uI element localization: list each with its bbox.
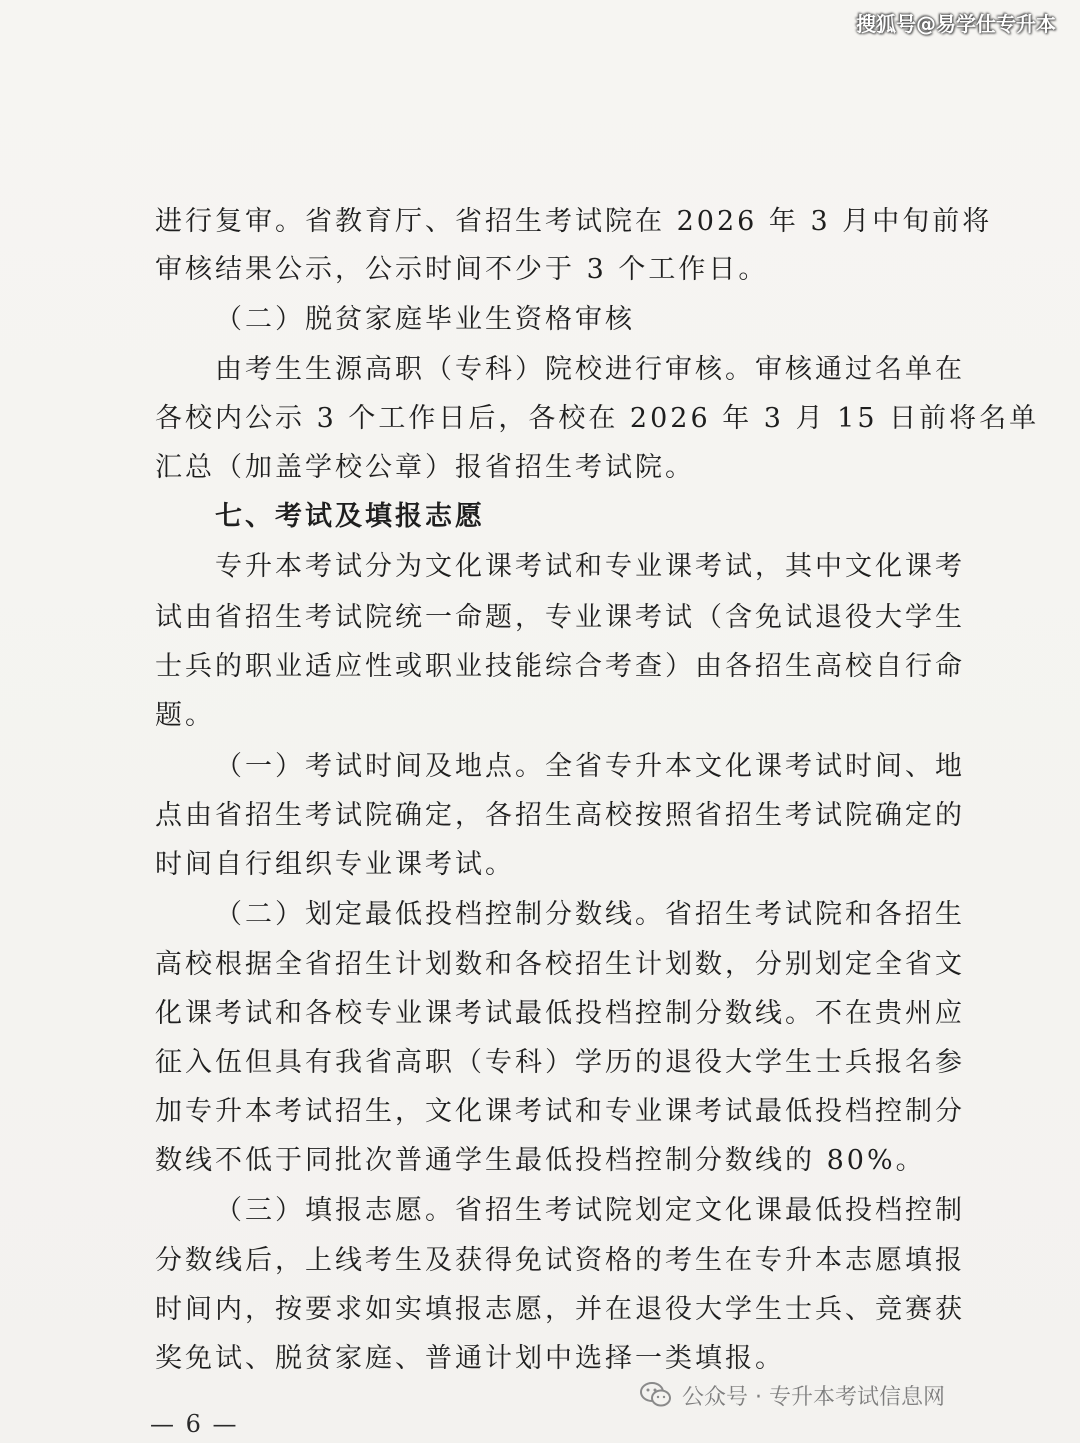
text-line: 征入伍但具有我省高职（专科）学历的退役大学生士兵报名参 [155, 1047, 965, 1078]
text-line: 时间内，按要求如实填报志愿，并在退役大学生士兵、竞赛获 [155, 1294, 965, 1325]
sohu-watermark: 搜狐号@易学仕专升本 [856, 12, 1056, 36]
text-line: 分数线后，上线考生及获得免试资格的考生在专升本志愿填报 [155, 1245, 965, 1276]
text-line: 化课考试和各校专业课考试最低投档控制分数线。不在贵州应 [155, 998, 965, 1029]
text-line: 进行复审。省教育厅、省招生考试院在 2026 年 3 月中旬前将 [155, 206, 993, 237]
page-number: — 6 — [150, 1410, 239, 1438]
text-line: 试由省招生考试院统一命题，专业课考试（含免试退役大学生 [155, 602, 965, 633]
text-line: 点由省招生考试院确定，各招生高校按照省招生考试院确定的 [155, 800, 965, 831]
text-line: 加专升本考试招生，文化课考试和专业课考试最低投档控制分 [155, 1096, 965, 1127]
text-line: 汇总（加盖学校公章）报省招生考试院。 [155, 452, 695, 483]
text-line: 时间自行组织专业课考试。 [155, 849, 515, 880]
text-line: 由考生生源高职（专科）院校进行审核。审核通过名单在 [215, 354, 965, 385]
text-line: （一）考试时间及地点。全省专升本文化课考试时间、地 [215, 751, 965, 782]
text-line: 审核结果公示，公示时间不少于 3 个工作日。 [155, 254, 769, 285]
text-line: 专升本考试分为文化课考试和专业课考试，其中文化课考 [215, 551, 965, 582]
text-line: 题。 [155, 700, 215, 731]
text-line: （三）填报志愿。省招生考试院划定文化课最低投档控制 [215, 1195, 965, 1226]
text-line: （二）划定最低投档控制分数线。省招生考试院和各招生 [215, 899, 965, 930]
text-line: 士兵的职业适应性或职业技能综合考查）由各招生高校自行命 [155, 651, 965, 682]
wechat-watermark-text: 公众号 · 专升本考试信息网 [682, 1384, 945, 1410]
section-heading: 七、考试及填报志愿 [215, 501, 485, 532]
wechat-icon [640, 1382, 672, 1408]
text-line: 奖免试、脱贫家庭、普通计划中选择一类填报。 [155, 1343, 785, 1374]
text-line: 各校内公示 3 个工作日后，各校在 2026 年 3 月 15 日前将名单 [155, 403, 1040, 434]
wechat-watermark [640, 1377, 945, 1413]
subheading: （二）脱贫家庭毕业生资格审核 [215, 304, 635, 335]
text-line: 高校根据全省招生计划数和各校招生计划数，分别划定全省文 [155, 949, 965, 980]
text-line: 数线不低于同批次普通学生最低投档控制分数线的 80%。 [155, 1145, 926, 1176]
